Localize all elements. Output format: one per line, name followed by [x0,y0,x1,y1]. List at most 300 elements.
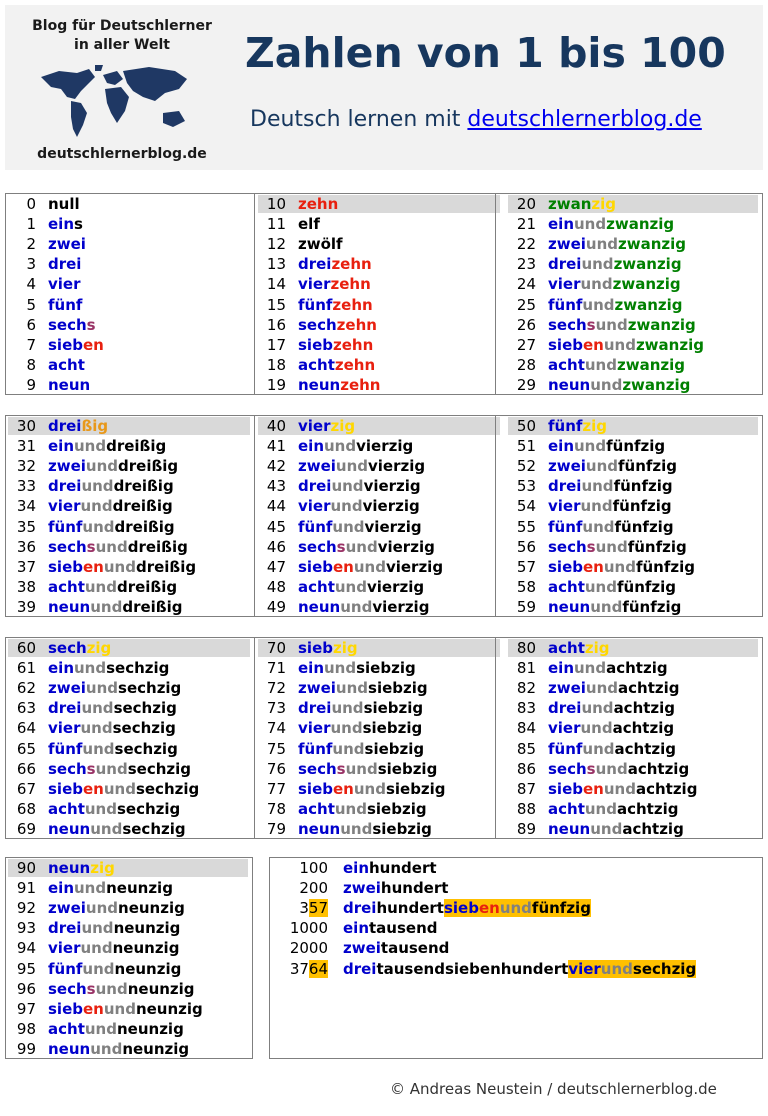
number-word [298,759,437,779]
number-row [506,274,764,294]
number-digit: 12 [266,235,286,254]
number-digit: 50 [516,417,536,435]
word-segment: zig [584,639,610,657]
word-segment: und [95,979,128,998]
word-segment: zwei [48,457,86,476]
word-segment: zwei [548,235,586,254]
word-segment: ein [48,215,74,234]
number-word [48,999,203,1019]
number-word [48,819,186,839]
number-digit: 44 [266,497,286,516]
number-digit: 4 [26,275,36,294]
word-segment: und [84,799,117,818]
number-word [548,254,682,274]
word-segment: und [82,517,115,536]
word-segment: 2000 [289,939,328,958]
word-segment: sech [48,315,87,334]
number-word [548,597,681,617]
number-row [256,698,506,718]
number-row [506,577,764,597]
word-segment: fünf [298,739,333,758]
number-row [6,999,254,1019]
number-word [548,658,668,678]
number-row [6,557,256,577]
number-digit: 62 [16,679,36,698]
word-segment: 3 [299,899,309,918]
number-row [6,597,256,617]
word-segment: achtzig [612,719,675,738]
word-segment: en [82,557,104,576]
word-segment: sech [48,639,87,657]
word-segment: hundert [376,899,444,918]
number-word [343,858,437,878]
number-row [506,759,764,779]
word-segment: und [335,679,369,698]
number-word [48,577,177,597]
word-segment: und [595,759,628,778]
word-segment: und [585,679,619,698]
word-segment: und [574,659,607,678]
number-row [6,878,254,898]
number-word [48,858,115,878]
number-digit: 47 [266,557,286,576]
number-digit: 17 [266,335,286,354]
word-segment: und [85,457,119,476]
number-word [48,759,191,779]
word-segment: vier [298,497,331,516]
number-row [506,315,764,335]
number-row [256,557,506,577]
number-word [298,476,421,496]
word-segment: sieb [548,557,583,576]
word-segment: dreißig [127,537,188,556]
word-segment: ein [48,437,74,456]
word-segment: fünf [548,517,583,536]
number-word [48,375,90,395]
number-word [548,799,678,819]
word-segment: acht [548,799,585,818]
number-digit: 58 [516,577,536,596]
number-word [343,918,438,938]
word-segment: sieb [48,999,83,1018]
word-segment: und [95,537,128,556]
word-segment: zehn [332,295,373,314]
word-segment: fünfzig [635,557,695,576]
word-segment: zwei [548,457,586,476]
word-segment: zwan [548,195,592,213]
number-digit: 90 [16,859,36,877]
word-segment: und [590,375,623,394]
word-segment: und [84,1019,117,1038]
word-segment: und [331,477,364,496]
number-word [48,698,177,718]
word-segment: dreißig [122,597,183,616]
number-digit: 19 [266,375,286,394]
number-digit: 40 [266,417,286,435]
number-row [256,315,506,335]
number-row [256,214,506,234]
word-segment: zwei [48,679,86,698]
number-word [48,254,81,274]
word-segment: vier [48,719,81,738]
word-segment: neunzig [112,939,180,958]
word-segment: dreißig [114,517,175,536]
word-segment: fünfzig [531,899,591,918]
word-segment: und [95,759,128,778]
number-digit [270,938,328,958]
number-word [343,898,591,918]
number-block [5,415,763,617]
large-number-row [270,878,762,898]
number-word [48,416,108,436]
number-digit: 99 [16,1039,36,1058]
number-digit: 74 [266,719,286,738]
number-word [548,517,674,537]
number-row [256,194,506,214]
word-segment: und [84,577,117,596]
number-word [48,557,196,577]
column-divider [254,194,255,394]
number-word [343,959,696,979]
large-number-row [270,918,762,938]
row-highlight [258,639,500,657]
number-row [506,678,764,698]
number-row [506,638,764,658]
number-row [256,739,506,759]
number-row [6,295,256,315]
word-segment: vierzig [363,477,421,496]
word-segment: zwanzig [613,255,682,274]
number-row [6,918,254,938]
word-segment: fünf [48,517,83,536]
word-segment: fünfzig [627,537,687,556]
word-segment: sech [548,537,587,556]
word-segment: ein [548,659,574,678]
word-segment: und [330,719,363,738]
number-row [6,638,256,658]
word-segment: sech [548,315,587,334]
word-segment: ein [48,659,74,678]
word-segment: vier [548,719,581,738]
word-segment: sechzig [112,719,176,738]
number-word [48,355,85,375]
number-word [548,577,676,597]
brand-site: deutschlernerblog.de [37,146,207,162]
word-segment: achtzig [616,799,679,818]
number-digit: 35 [16,517,36,536]
number-digit: 45 [266,517,286,536]
number-word [298,799,427,819]
word-segment: s [586,315,596,334]
word-segment: fünfzig [618,457,678,476]
word-segment: zwei [48,899,86,918]
number-row [256,658,506,678]
number-word [298,335,373,355]
word-segment: und [334,799,367,818]
word-segment: ein [298,437,324,456]
number-column [256,194,506,394]
number-row [6,938,254,958]
word-segment: und [82,959,115,978]
number-digit: 87 [516,779,536,798]
number-word [548,638,609,658]
number-word [298,577,424,597]
number-row [6,979,254,999]
word-segment: s [336,537,346,556]
word-segment: und [581,699,614,718]
number-row [506,355,764,375]
word-segment: fünf [298,295,333,314]
number-digit: 30 [16,417,36,435]
word-segment: sechzig [135,779,200,798]
number-digit: 63 [16,699,36,718]
number-digit: 29 [516,375,536,394]
number-row [256,819,506,839]
word-segment: drei [298,699,332,718]
word-segment: neunzig [113,919,181,938]
number-row [506,739,764,759]
row-highlight [508,417,758,435]
number-column [506,194,764,394]
word-segment: siebzig [356,659,416,678]
word-segment: siebzig [366,799,427,818]
word-segment: und [345,759,378,778]
word-segment: tausendsiebenhundert [376,959,569,978]
number-word [298,315,377,335]
word-segment: zehn [330,275,371,294]
number-digit: 70 [266,639,286,657]
word-segment: hundert [369,859,437,877]
word-segment: drei [548,255,582,274]
word-segment: sieb [443,899,479,918]
word-segment: zwanzig [612,275,681,294]
number-word [48,496,173,516]
word-segment: und [582,295,615,314]
word-segment: zwölf [298,235,343,254]
number-row [506,476,764,496]
word-segment: ein [548,215,574,234]
word-segment: und [81,477,114,496]
number-digit: 98 [16,1019,36,1038]
word-segment: s [336,759,346,778]
word-segment: acht [48,1019,85,1038]
number-word [548,214,674,234]
word-segment: zig [582,417,608,435]
word-segment: und [353,779,386,798]
word-segment: zwanzig [618,235,687,254]
brand-text [27,17,217,55]
number-row [506,214,764,234]
number-word [548,718,674,738]
number-row [506,456,764,476]
number-digit: 23 [516,255,536,274]
word-segment: zwei [298,457,336,476]
word-segment: und [585,457,619,476]
number-word [48,799,180,819]
number-row [256,274,506,294]
number-digit: 80 [516,639,536,657]
word-segment: zig [591,195,616,213]
word-segment: s [86,759,96,778]
number-word [548,295,683,315]
word-segment: neun [548,819,591,838]
word-segment: achtzig [614,739,677,758]
number-row [6,819,256,839]
number-word [548,476,673,496]
number-digit: 84 [516,719,536,738]
number-digit: 26 [516,315,536,334]
word-segment: siebzig [363,699,424,718]
word-segment: und [103,999,136,1018]
number-digit: 79 [266,819,286,838]
number-row [256,234,506,254]
word-segment: dreißig [113,477,174,496]
word-segment: und [603,779,636,798]
word-segment: fünf [48,959,83,978]
word-segment: und [335,457,369,476]
number-digit: 72 [266,679,286,698]
word-segment: und [80,497,113,516]
number-row [6,214,256,234]
number-row [6,678,256,698]
word-segment: vier [48,939,81,958]
number-digit: 88 [516,799,536,818]
word-segment: en [582,335,604,354]
number-digit [270,898,328,918]
word-segment: und [340,597,373,616]
word-segment: und [74,659,107,678]
number-digit: 75 [266,739,286,758]
word-segment: fünfzig [606,437,666,456]
number-row [256,638,506,658]
word-segment: zwei [548,679,586,698]
word-segment: zehn [331,255,372,274]
number-word [298,638,358,658]
number-digit: 20 [516,195,536,213]
number-row [6,254,256,274]
word-segment: und [332,739,365,758]
number-row [6,577,256,597]
word-segment: sech [48,979,87,998]
number-row [256,718,506,738]
word-segment: vier [548,275,581,294]
number-word [548,315,696,335]
number-row [6,759,256,779]
word-segment: s [86,315,96,334]
number-word [548,355,685,375]
number-digit: 65 [16,739,36,758]
word-segment: achtzig [618,679,680,698]
word-segment: dreißig [112,497,173,516]
site-link[interactable]: deutschlernerblog.de [467,107,702,132]
number-digit: 16 [266,315,286,334]
word-segment: vierzig [356,437,414,456]
word-segment: null [48,195,80,213]
number-digit: 73 [266,699,286,718]
word-segment: acht [548,639,585,657]
number-word [48,214,83,234]
word-segment: neunzig [122,1039,190,1058]
row-highlight [8,859,248,877]
word-segment: fünfzig [616,577,677,596]
number-digit: 77 [266,779,286,798]
number-row [506,295,764,315]
word-segment: und [80,719,113,738]
number-row [6,274,256,294]
number-digit: 13 [266,255,286,274]
word-segment: und [331,699,364,718]
number-row [506,557,764,577]
number-row [506,375,764,395]
number-digit: 21 [516,215,536,234]
word-segment: vier [298,417,331,435]
number-row [256,254,506,274]
word-segment: neun [48,1039,91,1058]
number-word [48,234,86,254]
word-segment: 100 [299,859,328,877]
number-digit: 46 [266,537,286,556]
number-row [6,1019,254,1039]
number-row [6,315,256,335]
word-segment: und [580,719,613,738]
word-segment: fünf [298,517,333,536]
number-word [548,274,681,294]
word-segment: sieb [548,779,583,798]
word-segment: vierzig [385,557,444,576]
number-digit: 60 [16,639,36,657]
number-digit: 89 [516,819,536,838]
word-segment: siebzig [377,759,438,778]
number-digit: 52 [516,457,536,476]
word-segment: drei [48,699,82,718]
word-segment: neun [48,597,91,616]
number-digit: 86 [516,759,536,778]
word-segment: acht [48,577,85,596]
word-segment: drei [48,477,82,496]
large-number-row [270,898,762,918]
number-row [6,496,256,516]
word-segment: s [86,979,96,998]
number-row [256,335,506,355]
brand-line-2: in aller Welt [74,37,170,53]
word-segment: sechzig [106,659,170,678]
number-row [256,597,506,617]
number-row [256,517,506,537]
word-segment: achtzig [613,699,676,718]
word-segment: vierzig [377,537,435,556]
number-digit: 96 [16,979,36,998]
word-segment: und [353,557,386,576]
word-segment: sieb [48,779,83,798]
number-digit: 31 [16,437,36,456]
number-word [548,739,676,759]
number-word [48,678,181,698]
number-digit: 38 [16,577,36,596]
number-word [298,779,446,799]
number-word [48,898,185,918]
word-segment: en [478,899,500,918]
number-digit: 91 [16,879,36,898]
number-row [6,858,254,878]
world-map-logo [37,63,193,143]
row-highlight [8,639,250,657]
number-digit: 28 [516,355,536,374]
number-digit: 7 [26,335,36,354]
word-segment: en [82,779,104,798]
word-segment: und [574,215,607,234]
number-column [6,194,256,394]
word-segment: dreißig [135,557,197,576]
